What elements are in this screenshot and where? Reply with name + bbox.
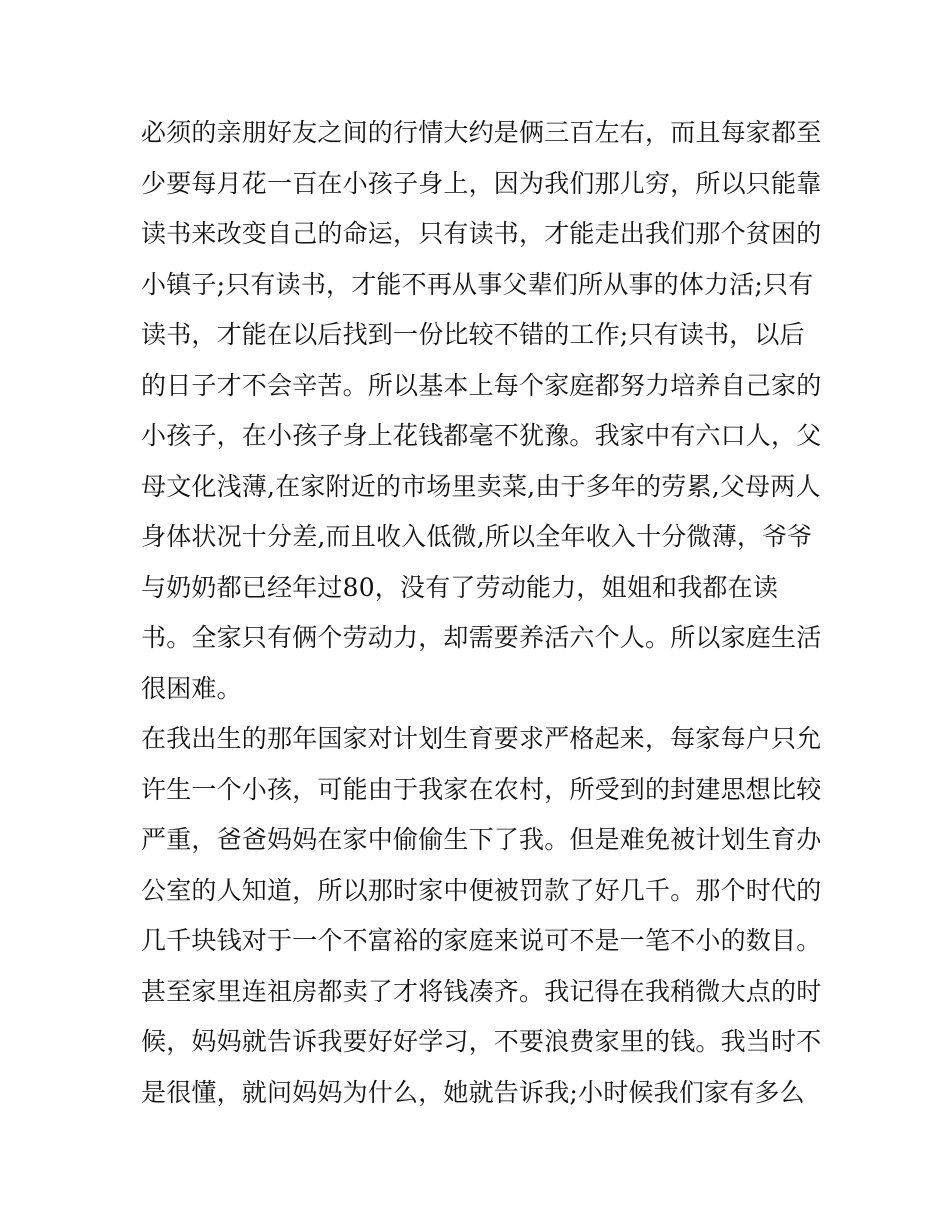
text-line: 身体状况十分差,而且收入低微,所以全年收入十分微薄，爷爷: [141, 522, 813, 551]
body-text: [141, 108, 821, 1118]
text-line: 许生一个小孩，可能由于我家在农村，所受到的封建思想比较: [141, 774, 821, 804]
text-line: 是很懂，就问妈妈为什么，她就告诉我;小时候我们家有多么: [141, 1077, 805, 1107]
text-line: 少要每月花一百在小孩子身上，因为我们那儿穷，所以只能靠: [141, 168, 821, 198]
text-line: 读书来改变自己的命运，只有读书，才能走出我们那个贫困的: [141, 219, 821, 248]
text-line: 严重，爸爸妈妈在家中偷偷生下了我。但是难免被计划生育办: [141, 825, 821, 854]
text-line: 母文化浅薄,在家附近的市场里卖菜,由于多年的劳累,父母两人: [141, 471, 821, 501]
text-line: 的日子才不会辛苦。所以基本上每个家庭都努力培养自己家的: [141, 370, 821, 400]
text-line: 书。全家只有俩个劳动力，却需要养活六个人。所以家庭生活: [141, 623, 821, 652]
text-line: 读书，才能在以后找到一份比较不错的工作;只有读书，以后: [141, 320, 805, 349]
text-line: 几千块钱对于一个不富裕的家庭来说可不是一笔不小的数目。: [141, 926, 821, 955]
text-line: 与奶奶都已经年过80，没有了劳动能力，姐姐和我都在读: [141, 572, 779, 602]
text-line: 在我出生的那年国家对计划生育要求严格起来，每家每户只允: [141, 724, 821, 753]
text-line: 公室的人知道，所以那时家中便被罚款了好几千。那个时代的: [141, 875, 821, 905]
text-line: 小镇子;只有读书，才能不再从事父辈们所从事的体力活;只有: [141, 269, 814, 299]
text-line: 甚至家里连祖房都卖了才将钱凑齐。我记得在我稍微大点的时: [141, 976, 821, 1006]
text-line: 必须的亲朋好友之间的行情大约是俩三百左右，而且每家都至: [141, 118, 821, 147]
text-line: 小孩子，在小孩子身上花钱都毫不犹豫。我家中有六口人，父: [141, 421, 821, 450]
text-line: 候，妈妈就告诉我要好好学习，不要浪费家里的钱。我当时不: [141, 1027, 821, 1056]
text-line: 很困难。: [141, 673, 242, 703]
